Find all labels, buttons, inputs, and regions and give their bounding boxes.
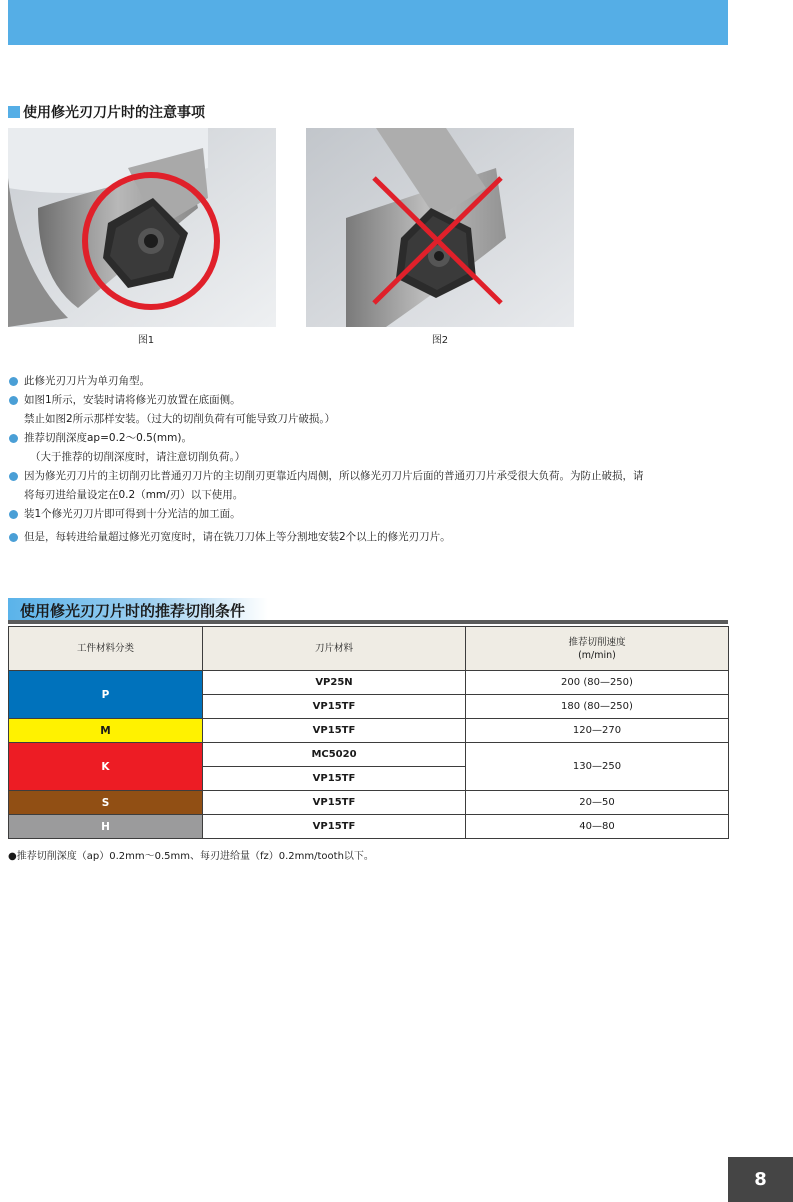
note-item: 但是，每转进给量超过修光刃宽度时，请在铣刀刀体上等分割地安装2个以上的修光刃刀片。 (8, 528, 738, 547)
heading-square-icon (8, 106, 20, 118)
material-h: H (9, 815, 203, 839)
bullet-dot-icon (9, 510, 18, 519)
table-row: S VP15TF 20—50 (9, 791, 729, 815)
figure-2-caption: 图2 (431, 335, 449, 346)
figure-1-caption: 图1 (137, 335, 155, 346)
note-item: 如图1所示，安装时请将修光刃放置在底面侧。 禁止如图2所示那样安装。（过大的切削负荷有可能导致刀片破损。） (8, 391, 738, 429)
table-row: K MC5020 130—250 (9, 743, 729, 767)
section1-title: 使用修光刃刀片时的注意事项 (23, 105, 205, 121)
table-row: H VP15TF 40—80 (9, 815, 729, 839)
header-tool: 刀片材料 (203, 627, 466, 671)
header-bar (8, 0, 728, 45)
table-row: VP15TF (9, 767, 729, 791)
note-item: 推荐切削深度ap=0.2〜0.5(mm)。 （大于推荐的切削深度时，请注意切削负荷。） (8, 429, 738, 467)
table-row: VP15TF 180 (80—250) (9, 695, 729, 719)
header-material: 工件材料分类 (9, 627, 203, 671)
note-item: 因为修光刃刀片的主切削刃比普通刃刀片的主切削刃更靠近内周侧，所以修光刃刀片后面的普通刃刀片承受很大负荷。为防止破损，请 将每刃进给量设定在0.2（mm/刃）以下使用。 (8, 467, 738, 505)
header-speed: 推荐切削速度 (m/min) (466, 627, 729, 671)
note-item: 此修光刃刀片为单刃角型。 (8, 372, 738, 391)
bullet-dot-icon (9, 533, 18, 542)
material-s: S (9, 791, 203, 815)
bullet-dot-icon (9, 434, 18, 443)
material-m: M (9, 719, 203, 743)
figure-2-photo (306, 128, 574, 327)
table-header-row (9, 627, 729, 671)
page-number: 8 (728, 1157, 793, 1202)
material-k: K (9, 743, 203, 791)
figure-1-photo (8, 128, 276, 327)
material-p: P (9, 671, 203, 719)
table-row: M VP15TF 120—270 (9, 719, 729, 743)
section2-title: 使用修光刃刀片时的推荐切削条件 (20, 602, 246, 620)
section1-heading (8, 103, 205, 121)
section2-heading (8, 598, 728, 624)
bullet-dot-icon (9, 377, 18, 386)
note-item: 装1个修光刃刀片即可得到十分光洁的加工面。 (8, 505, 738, 524)
table-row: P VP25N 200 (80—250) (9, 671, 729, 695)
bullet-dot-icon (9, 472, 18, 481)
cutting-conditions-table (8, 626, 729, 839)
bullet-dot-icon (9, 396, 18, 405)
table-footnote: ●推荐切削深度（ap）0.2mm〜0.5mm、每刃进给量（fz）0.2mm/tooth以下。 (8, 851, 374, 862)
notes-list (8, 372, 738, 547)
